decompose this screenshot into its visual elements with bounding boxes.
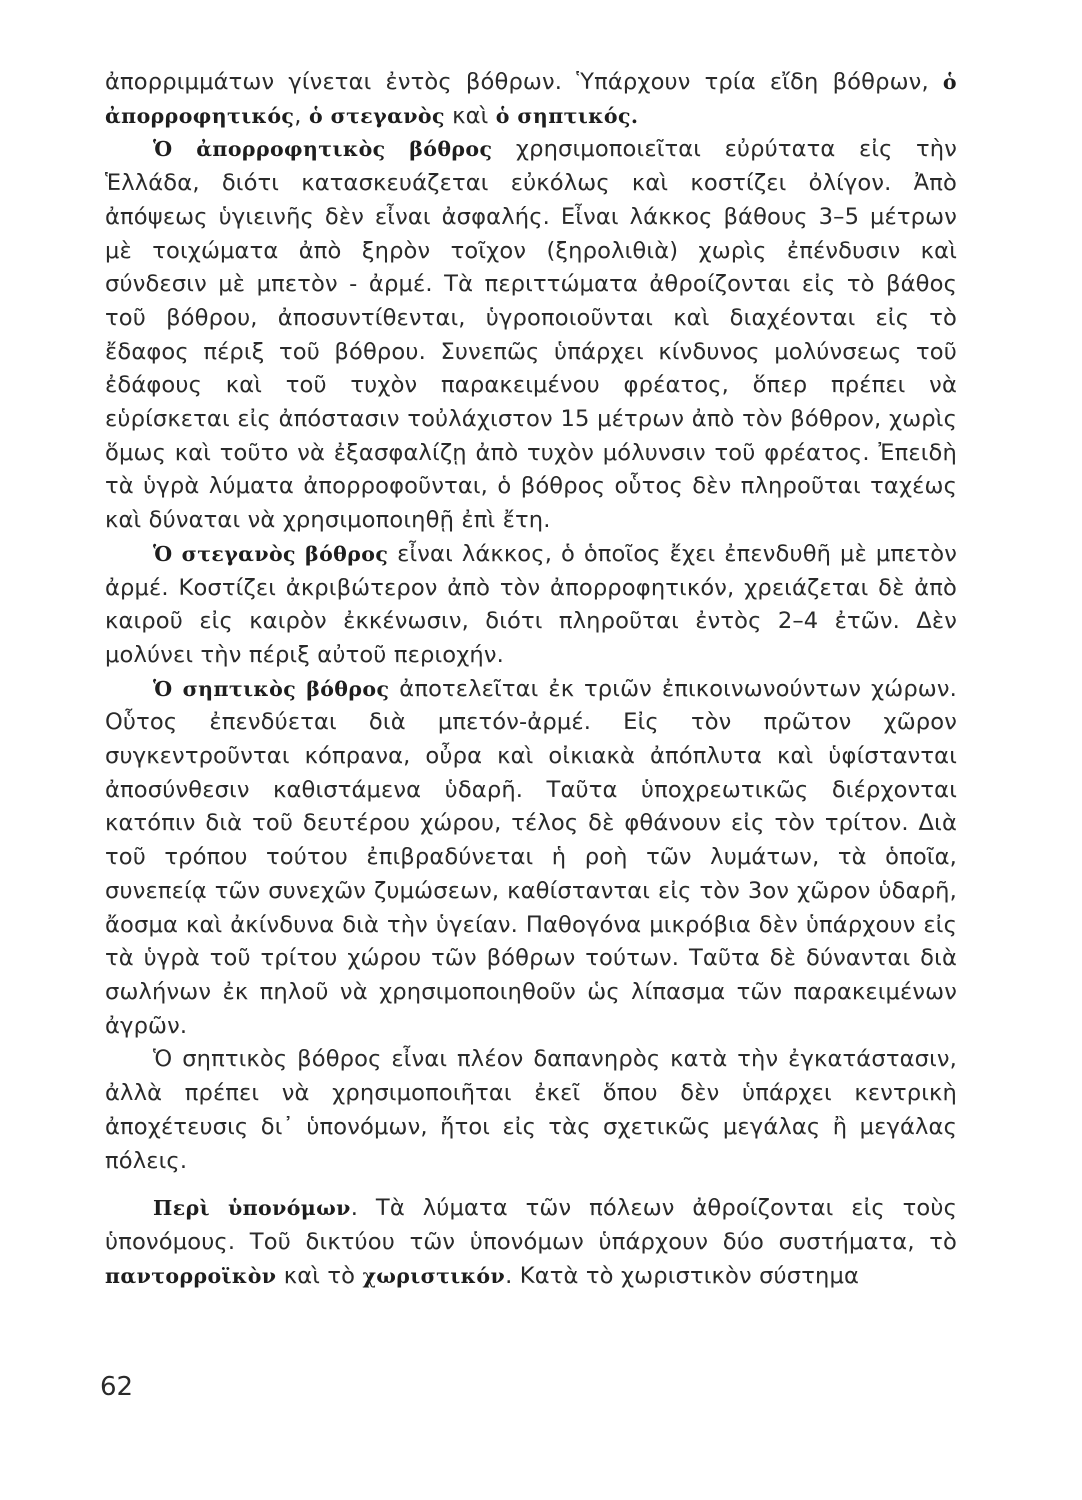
bold-term: παντορροϊκὸν <box>105 1263 277 1288</box>
paragraph-sewers <box>105 1192 957 1293</box>
bold-term: ὁ ἀπορροφητικός <box>105 70 957 128</box>
bold-term: ὁ στεγανὸς <box>308 103 445 128</box>
paragraph-absorptive-cesspit <box>105 133 957 537</box>
paragraph-septic-cost <box>105 1043 957 1178</box>
text-run: ἀποτελεῖται ἐκ τριῶν ἐπικοινωνούντων χώρων. Οὗτος ἐπενδύεται διὰ μπετόν-ἀρμέ. Εἰς τὸν πρῶτον χῶρον συγκεντροῦνται κόπρανα, οὖρα καὶ οἰκιακὰ ἀπόπλυτα καὶ ὑφίστανται ἀποσύνθεσιν καθιστάμενα ὑδαρῆ. Ταῦτα ὑποχρεωτικῶς διέρχονται κατόπιν διὰ τοῦ δευτέρου χώρου, τέλος δὲ φθάνουν εἰς τὸν τρίτον. Διὰ τοῦ τρόπου τούτου ἐπιβραδύνεται ἡ ροὴ τῶν λυμάτων, τὰ ὁποῖα, συνεπείᾳ τῶν συνεχῶν ζυμώσεων, καθίστανται εἰς τὸν 3ον χῶρον ὑδαρῆ, ἄοσμα καὶ ἀκίνδυνα διὰ τὴν ὑγείαν. Παθογόνα μικρόβια δὲν ὑπάρχουν εἰς τὰ ὑγρὰ τοῦ τρίτου χώρου τῶν βόθρων τούτων. Ταῦτα δὲ δύνανται διὰ σωλήνων ἐκ πηλοῦ νὰ χρησιμοποιηθοῦν ὡς λίπασμα τῶν παρακειμένων ἀγρῶν. <box>105 675 957 1039</box>
bold-term: Ὁ στεγανὸς βόθρος <box>153 541 389 566</box>
text-run: χρησιμοποιεῖται εὐρύτατα εἰς τὴν Ἑλλάδα, διότι κατασκευάζεται εὐκόλως καὶ κοστίζει ὀλίγον. Ἀπὸ ἀπόψεως ὑγιεινῆς δὲν εἶναι ἀσφαλής. Εἶναι λάκκος βάθους 3–5 μέτρων μὲ τοιχώματα ἀπὸ ξηρὸν τοῖχον (ξηρολιθιὰ) χωρὶς ἐπένδυσιν καὶ σύνδεσιν μὲ μπετὸν - ἀρμέ. Τὰ περιττώματα ἀθροίζονται εἰς τὸ βάθος τοῦ βόθρου, ἀποσυντίθενται, ὑγροποιοῦνται καὶ διαχέονται εἰς τὸ ἔδαφος πέριξ τοῦ βόθρου. Συνεπῶς ὑπάρχει κίνδυνος μολύνσεως τοῦ ἐδάφους καὶ τοῦ τυχὸν παρακειμένου φρέατος, ὅπερ πρέπει νὰ εὑρίσκεται εἰς ἀπόστασιν τοὐλάχιστον 15 μέτρων ἀπὸ τὸν βόθρον, χωρὶς ὅμως καὶ τοῦτο νὰ ἐξασφαλίζῃ ἀπὸ τυχὸν μόλυνσιν τοῦ φρέατος. Ἐπειδὴ τὰ ὑγρὰ λύματα ἀπορροφοῦνται, ὁ βόθρος οὗτος δὲν πληροῦται ταχέως καὶ δύναται νὰ χρησιμοποιηθῇ ἐπὶ ἔτη. <box>105 136 958 534</box>
text-run: . Κατὰ τὸ χωριστικὸν σύστημα <box>505 1262 860 1289</box>
bold-term: χωριστικόν <box>362 1263 506 1288</box>
paragraph-septic-cesspit <box>105 673 957 1044</box>
paragraph-watertight-cesspit <box>105 538 957 673</box>
text-run: καὶ τὸ <box>276 1262 363 1289</box>
text-run: ἀπορριμμάτων γίνεται ἐντὸς βόθρων. Ὑπάρχουν τρία εἴδη βόθρων, <box>105 69 943 95</box>
bold-term: ὁ σηπτικός. <box>495 103 639 128</box>
text-run: . Τὰ λύματα τῶν πόλεων ἀθροίζονται εἰς τοὺς ὑπονόμους. Τοῦ δικτύου τῶν ὑπονόμων ὑπάρχουν δύο συστήματα, τὸ <box>105 1195 958 1255</box>
paragraph-continuation <box>105 66 957 133</box>
bold-term: Ὁ ἀπορροφητικὸς βόθρος <box>153 137 493 162</box>
text-run: , <box>294 102 309 129</box>
body-text <box>105 66 957 1293</box>
text-run: εἶναι λάκκος, ὁ ὁποῖος ἔχει ἐπενδυθῆ μὲ μπετὸν ἀρμέ. Κοστίζει ἀκριβώτερον ἀπὸ τὸν ἀπορροφητικόν, χρειάζεται δὲ ἀπὸ καιροῦ εἰς καιρὸν ἐκκένωσιν, διότι πληροῦται ἐντὸς 2–4 ἐτῶν. Δὲν μολύνει τὴν πέριξ αὐτοῦ περιοχήν. <box>105 540 957 668</box>
bold-term: Περὶ ὑπονόμων <box>153 1196 351 1221</box>
text-run: Ὁ σηπτικὸς βόθρος εἶναι πλέον δαπανηρὸς κατὰ τὴν ἐγκατάστασιν, ἀλλὰ πρέπει νὰ χρησιμοποιῆται ἐκεῖ ὅπου δὲν ὑπάρχει κεντρικὴ ἀποχέτευσις δι᾿ ὑπονόμων, ἤτοι εἰς τὰς σχετικῶς μεγάλας ἢ μεγάλας πόλεις. <box>105 1046 957 1174</box>
text-run: καὶ <box>444 102 496 129</box>
bold-term: Ὁ σηπτικὸς βόθρος <box>153 676 390 701</box>
page-number: 62 <box>100 1372 134 1402</box>
